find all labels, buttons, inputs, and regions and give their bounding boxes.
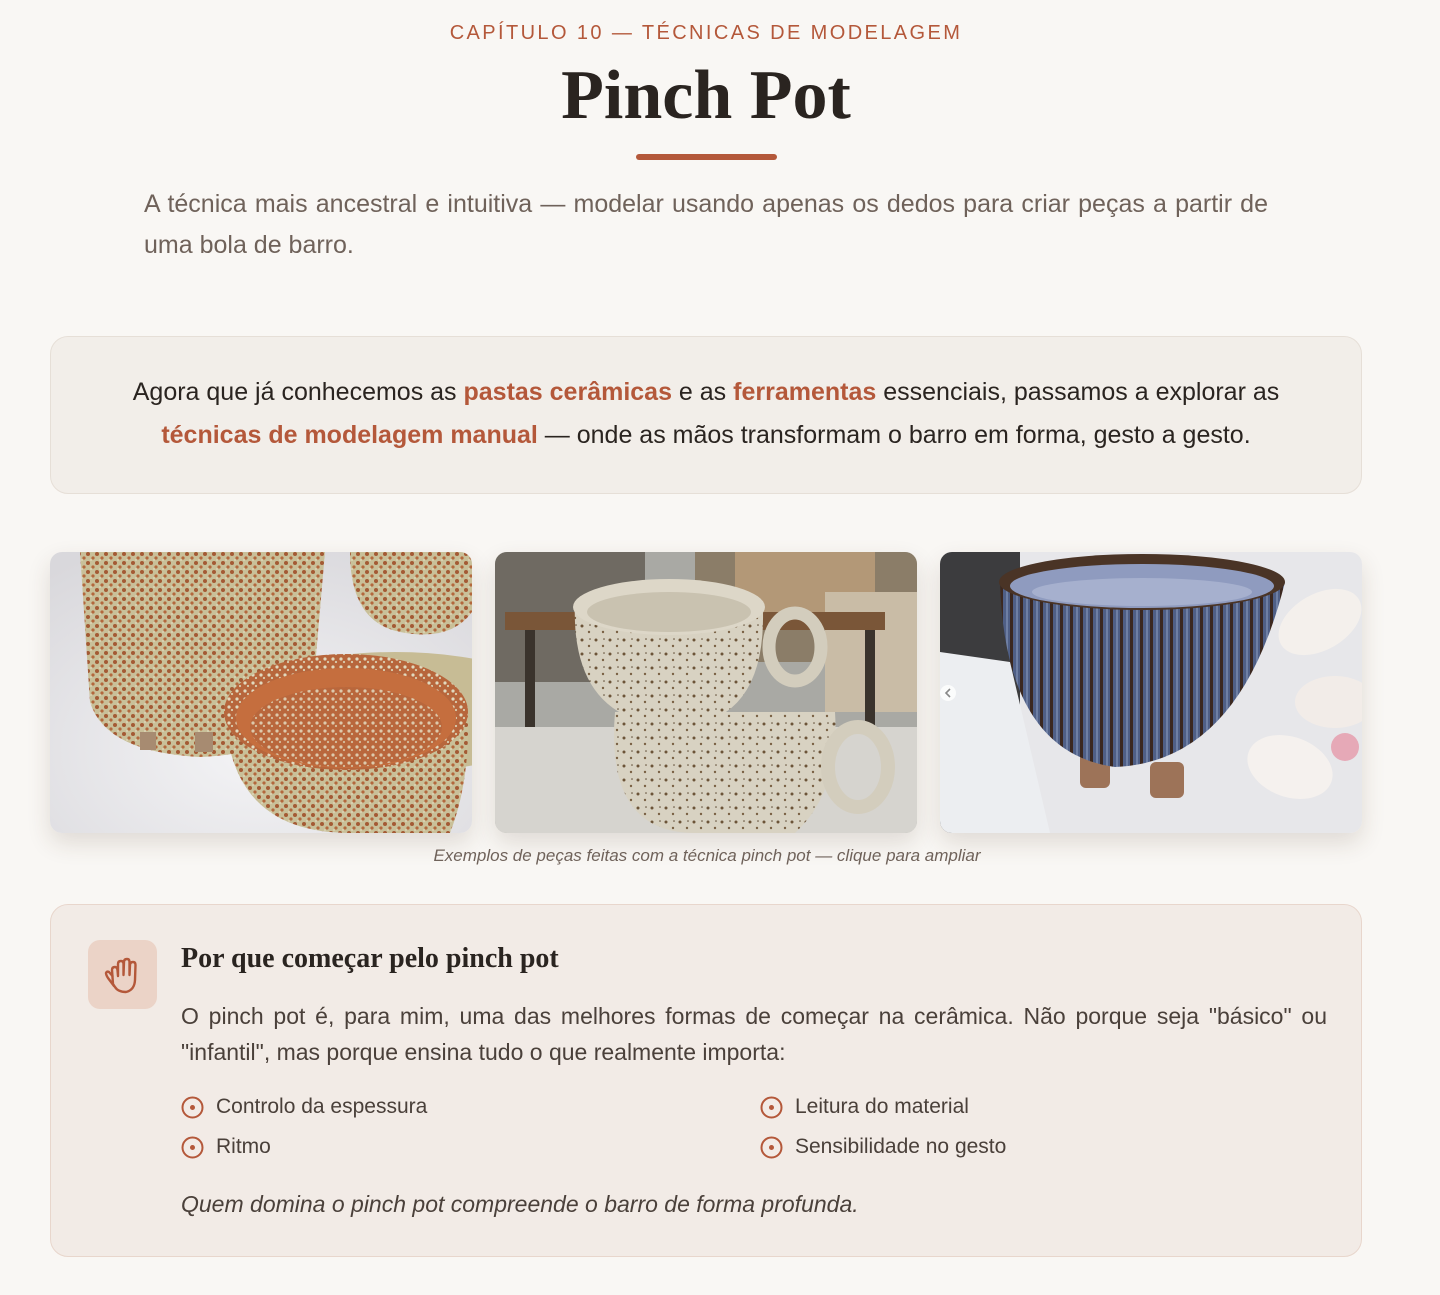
list-item-label: Controlo da espessura	[216, 1095, 428, 1118]
speckled-mugs-photo[interactable]	[495, 552, 917, 833]
circle-dot-icon	[760, 1096, 783, 1119]
why-quote: Quem domina o pinch pot compreende o barro de forma profunda.	[181, 1191, 859, 1217]
intro-text-3: essenciais, passamos a explorar as	[876, 378, 1280, 406]
link-pastas-ceramicas[interactable]: pastas cerâmicas	[463, 378, 672, 406]
intro-text-1: Agora que já conhecemos as	[132, 378, 464, 406]
link-ferramentas[interactable]: ferramentas	[733, 378, 877, 406]
intro-text-2: e as	[671, 378, 734, 406]
chapter-eyebrow: CAPÍTULO 10 — TÉCNICAS DE MODELAGEM	[449, 22, 963, 44]
hand-icon	[88, 940, 157, 1009]
why-section	[50, 904, 1362, 1257]
link-tecnicas-modelagem[interactable]: técnicas de modelagem manual	[161, 421, 538, 449]
lead-paragraph: A técnica mais ancestral e intuitiva — modelar usando apenas os dedos para criar peças a partir de uma bola de barro.	[144, 190, 1268, 259]
circle-dot-icon	[181, 1136, 204, 1159]
list-item	[760, 1135, 1006, 1159]
why-list	[181, 1095, 1341, 1185]
intro-text-4: — onde as mãos transformam o barro em forma, gesto a gesto.	[537, 421, 1251, 449]
why-title: Por que começar pelo pinch pot	[181, 943, 559, 974]
page-title: Pinch Pot	[561, 57, 851, 134]
circle-dot-icon	[760, 1136, 783, 1159]
list-item	[181, 1095, 427, 1119]
intro-box	[50, 336, 1362, 494]
list-item	[181, 1135, 271, 1159]
blue-bowl-photo[interactable]	[940, 552, 1362, 833]
photo-gallery	[50, 552, 1362, 833]
list-item-label: Leitura do material	[795, 1095, 969, 1118]
list-item	[760, 1095, 969, 1119]
title-divider	[636, 154, 777, 160]
circle-dot-icon	[181, 1096, 204, 1119]
gallery-caption: Exemplos de peças feitas com a técnica pinch pot — clique para ampliar	[433, 846, 981, 865]
list-item-label: Sensibilidade no gesto	[795, 1135, 1007, 1158]
list-item-label: Ritmo	[216, 1135, 271, 1158]
textured-cups-photo[interactable]	[50, 552, 472, 833]
why-paragraph: O pinch pot é, para mim, uma das melhores formas de começar na cerâmica. Não porque seja "básico" ou "infantil", mas porque ensina tudo o que realmente importa:	[181, 1003, 1327, 1065]
